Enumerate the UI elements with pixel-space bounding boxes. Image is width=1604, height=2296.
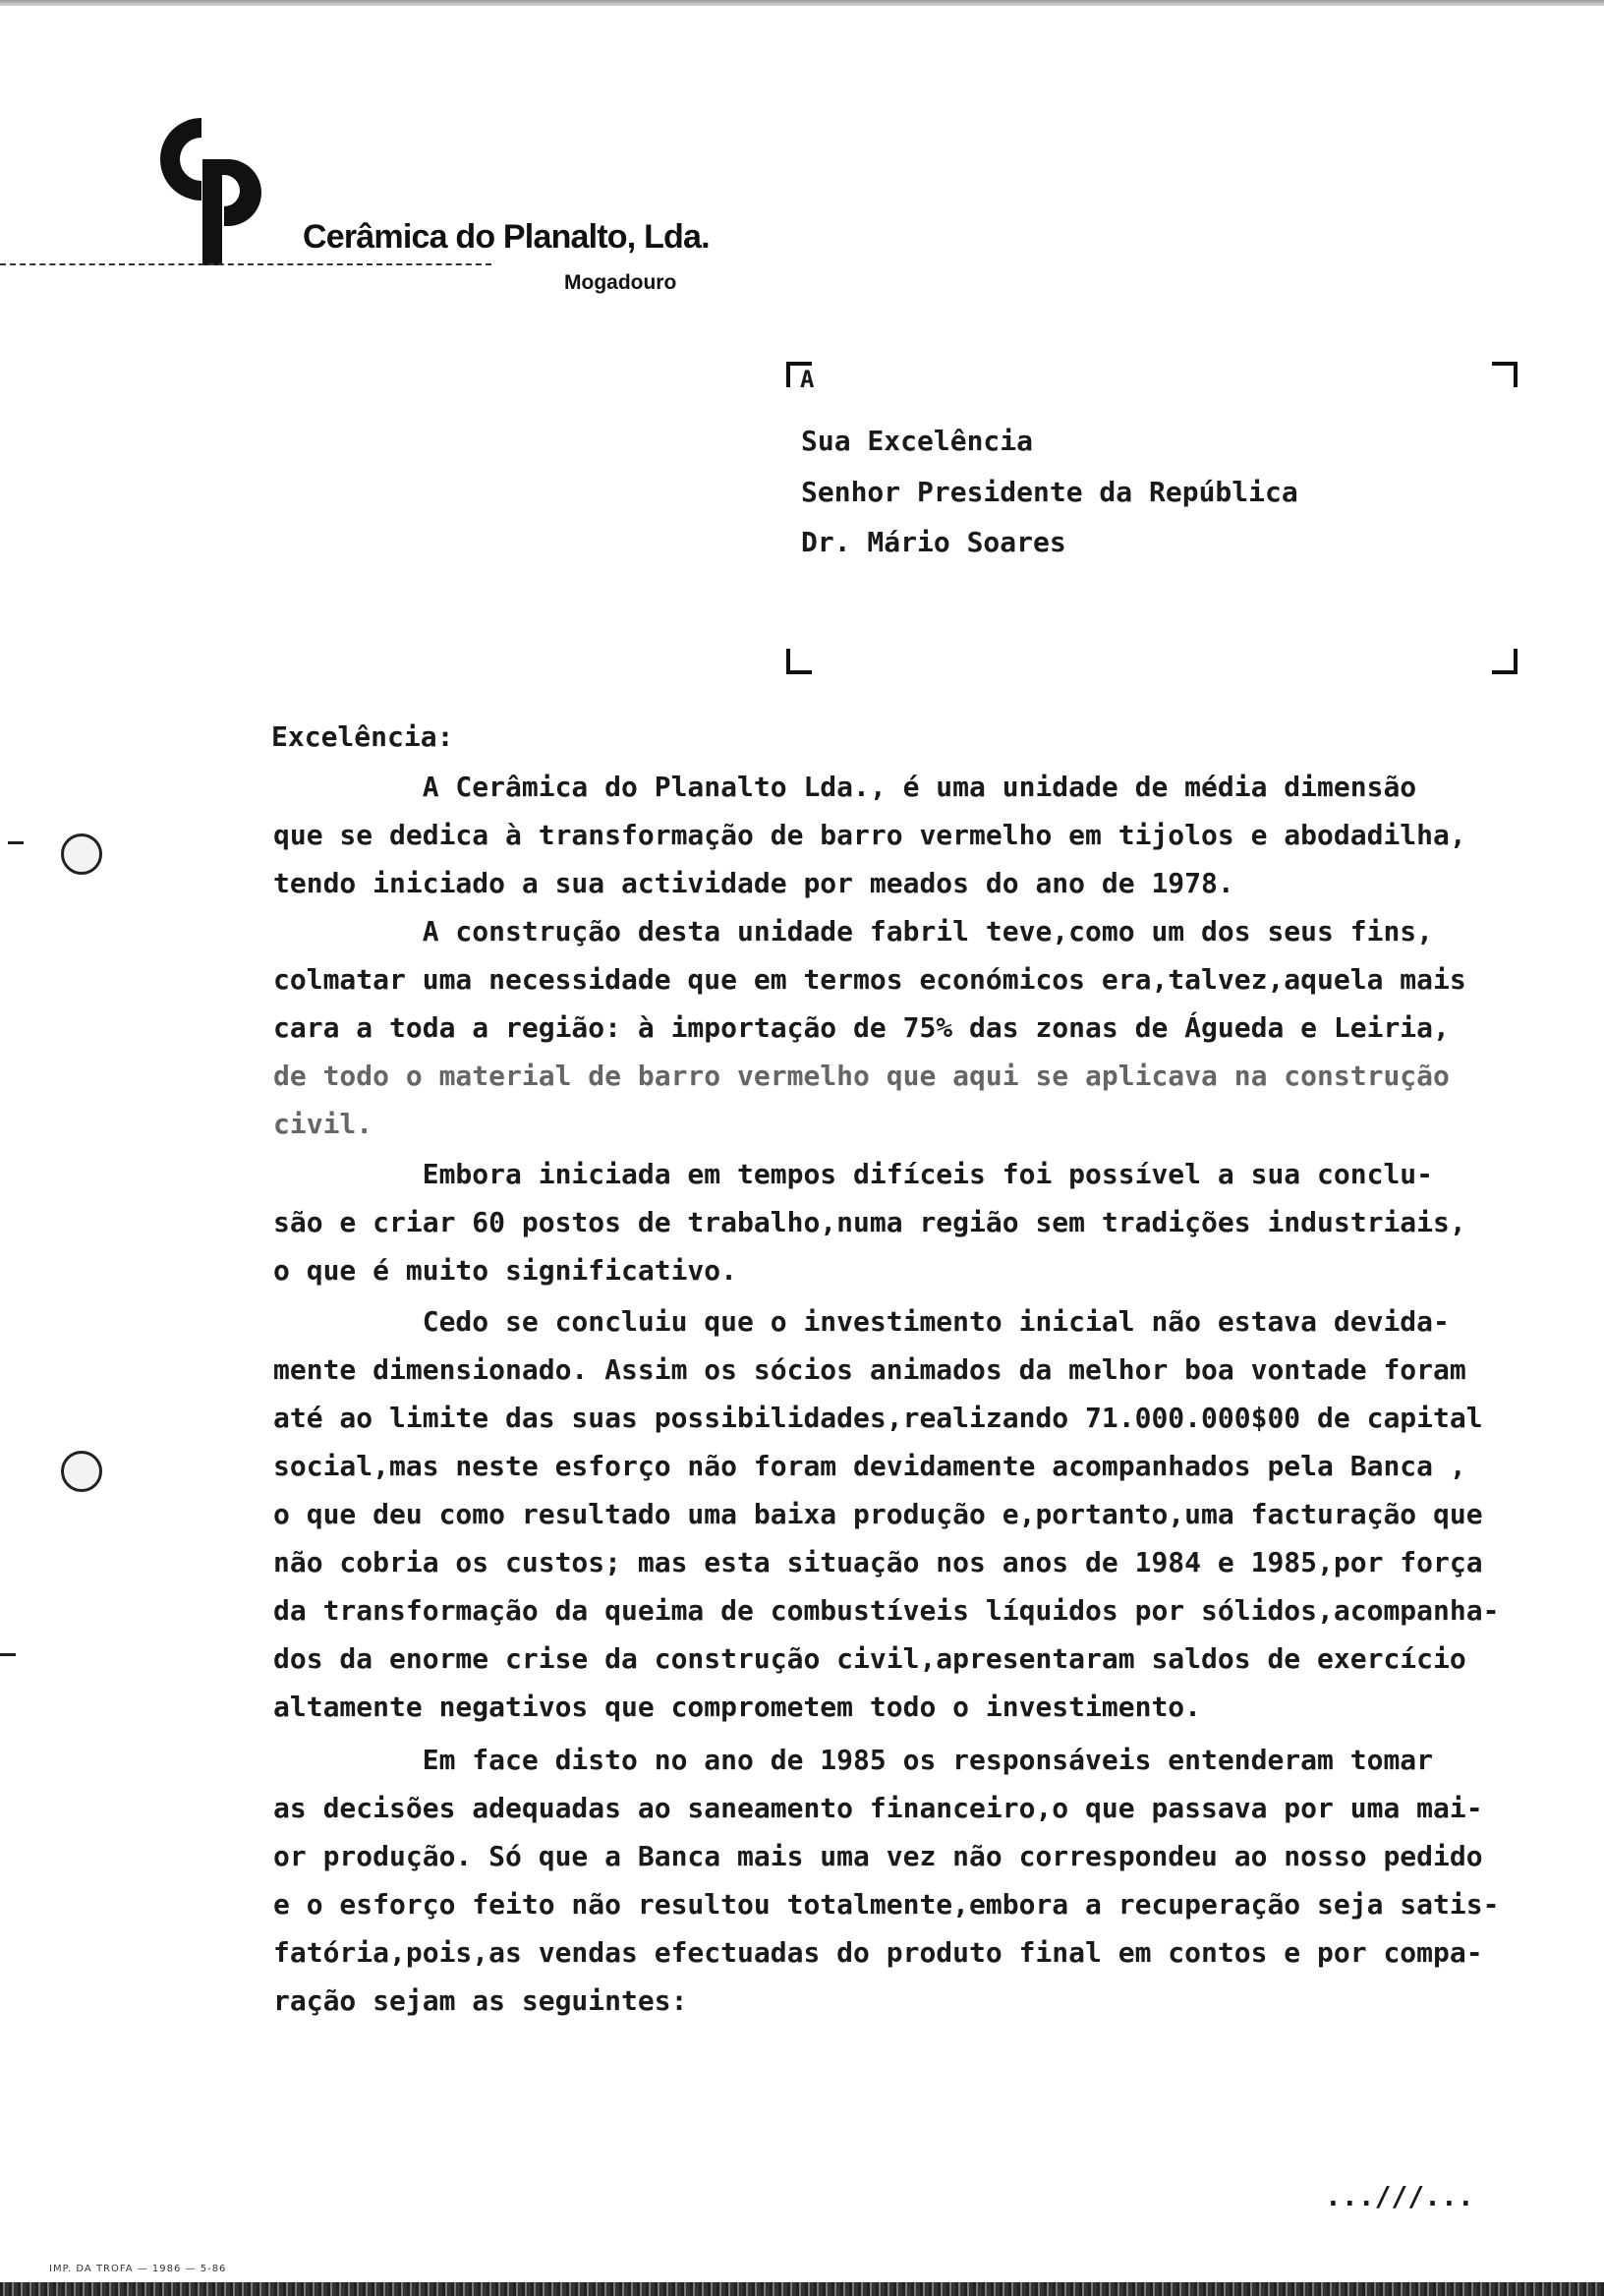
body-line: o que deu como resultado uma baixa produção e,portanto,uma facturação que [273, 1498, 1483, 1530]
body-line: que se dedica à transformação de barro vermelho em tijolos e abodadilha, [273, 819, 1466, 851]
body-line: Em face disto no ano de 1985 os responsáveis entenderam tomar [273, 1744, 1434, 1776]
punch-hole-icon [61, 1451, 102, 1492]
body-line: não cobria os custos; mas esta situação nos anos de 1984 e 1985,por força [273, 1546, 1483, 1578]
body-line: social,mas neste esforço não foram devidamente acompanhados pela Banca , [273, 1450, 1466, 1482]
scan-edge-top [0, 0, 1604, 6]
body-line: o que é muito significativo. [273, 1254, 738, 1287]
address-corner-top-right [1492, 362, 1518, 387]
body-line: da transformação da queima de combustíveis líquidos por sólidos,acompanha- [273, 1594, 1500, 1627]
salutation: Excelência: [271, 720, 454, 753]
continuation-mark: ...///... [1325, 2180, 1474, 2212]
address-line-title: Sua Excelência [801, 425, 1034, 457]
address-corner-bottom-right [1492, 649, 1518, 674]
company-logo [128, 108, 275, 265]
margin-mark [8, 841, 24, 844]
body-line: colmatar uma necessidade que em termos económicos era,talvez,aquela mais [273, 963, 1466, 996]
body-line: mente dimensionado. Assim os sócios animados da melhor boa vontade foram [273, 1353, 1466, 1386]
cp-monogram-icon [128, 108, 275, 265]
company-city: Mogadouro [564, 271, 677, 294]
body-line: Embora iniciada em tempos difíceis foi possível a sua conclu- [273, 1158, 1434, 1190]
address-line-name: Dr. Mário Soares [801, 526, 1066, 558]
letterhead-rule [0, 263, 491, 265]
body-line: são e criar 60 postos de trabalho,numa região sem tradições industriais, [273, 1206, 1466, 1238]
body-line: cara a toda a região: à importação de 75% das zonas de Águeda e Leiria, [273, 1011, 1450, 1044]
body-line: altamente negativos que comprometem todo o investimento. [273, 1691, 1202, 1723]
body-line: Cedo se concluiu que o investimento inicial não estava devida- [273, 1305, 1450, 1338]
body-line: dos da enorme crise da construção civil,apresentaram saldos de exercício [273, 1642, 1466, 1675]
body-line: or produção. Só que a Banca mais uma vez não correspondeu ao nosso pedido [273, 1840, 1483, 1872]
body-line: até ao limite das suas possibilidades,realizando 71.000.000$00 de capital [273, 1402, 1483, 1434]
body-line: A Cerâmica do Planalto Lda., é uma unidade de média dimensão [273, 771, 1417, 803]
body-line: de todo o material de barro vermelho que aqui se aplicava na construção [273, 1060, 1450, 1092]
address-line-position: Senhor Presidente da República [801, 476, 1298, 508]
body-line: e o esforço feito não resultou totalmente,embora a recuperação seja satis- [273, 1888, 1500, 1921]
scan-edge-bottom [0, 2282, 1604, 2296]
margin-mark [0, 1653, 16, 1656]
body-line: ração sejam as seguintes: [273, 1984, 688, 2017]
punch-hole-icon [61, 833, 102, 875]
address-corner-bottom-left [786, 649, 812, 674]
body-line: civil. [273, 1108, 373, 1140]
address-label: A [800, 366, 815, 393]
body-line: A construção desta unidade fabril teve,como um dos seus fins, [273, 915, 1434, 947]
body-line: fatória,pois,as vendas efectuadas do produto final em contos e por compa- [273, 1936, 1483, 1969]
printer-code: IMP. DA TROFA — 1986 — 5-86 [49, 2264, 227, 2274]
body-line: as decisões adequadas ao saneamento financeiro,o que passava por uma mai- [273, 1792, 1483, 1824]
company-name: Cerâmica do Planalto, Lda. [303, 218, 710, 256]
body-line: tendo iniciado a sua actividade por meados do ano de 1978. [273, 867, 1234, 899]
